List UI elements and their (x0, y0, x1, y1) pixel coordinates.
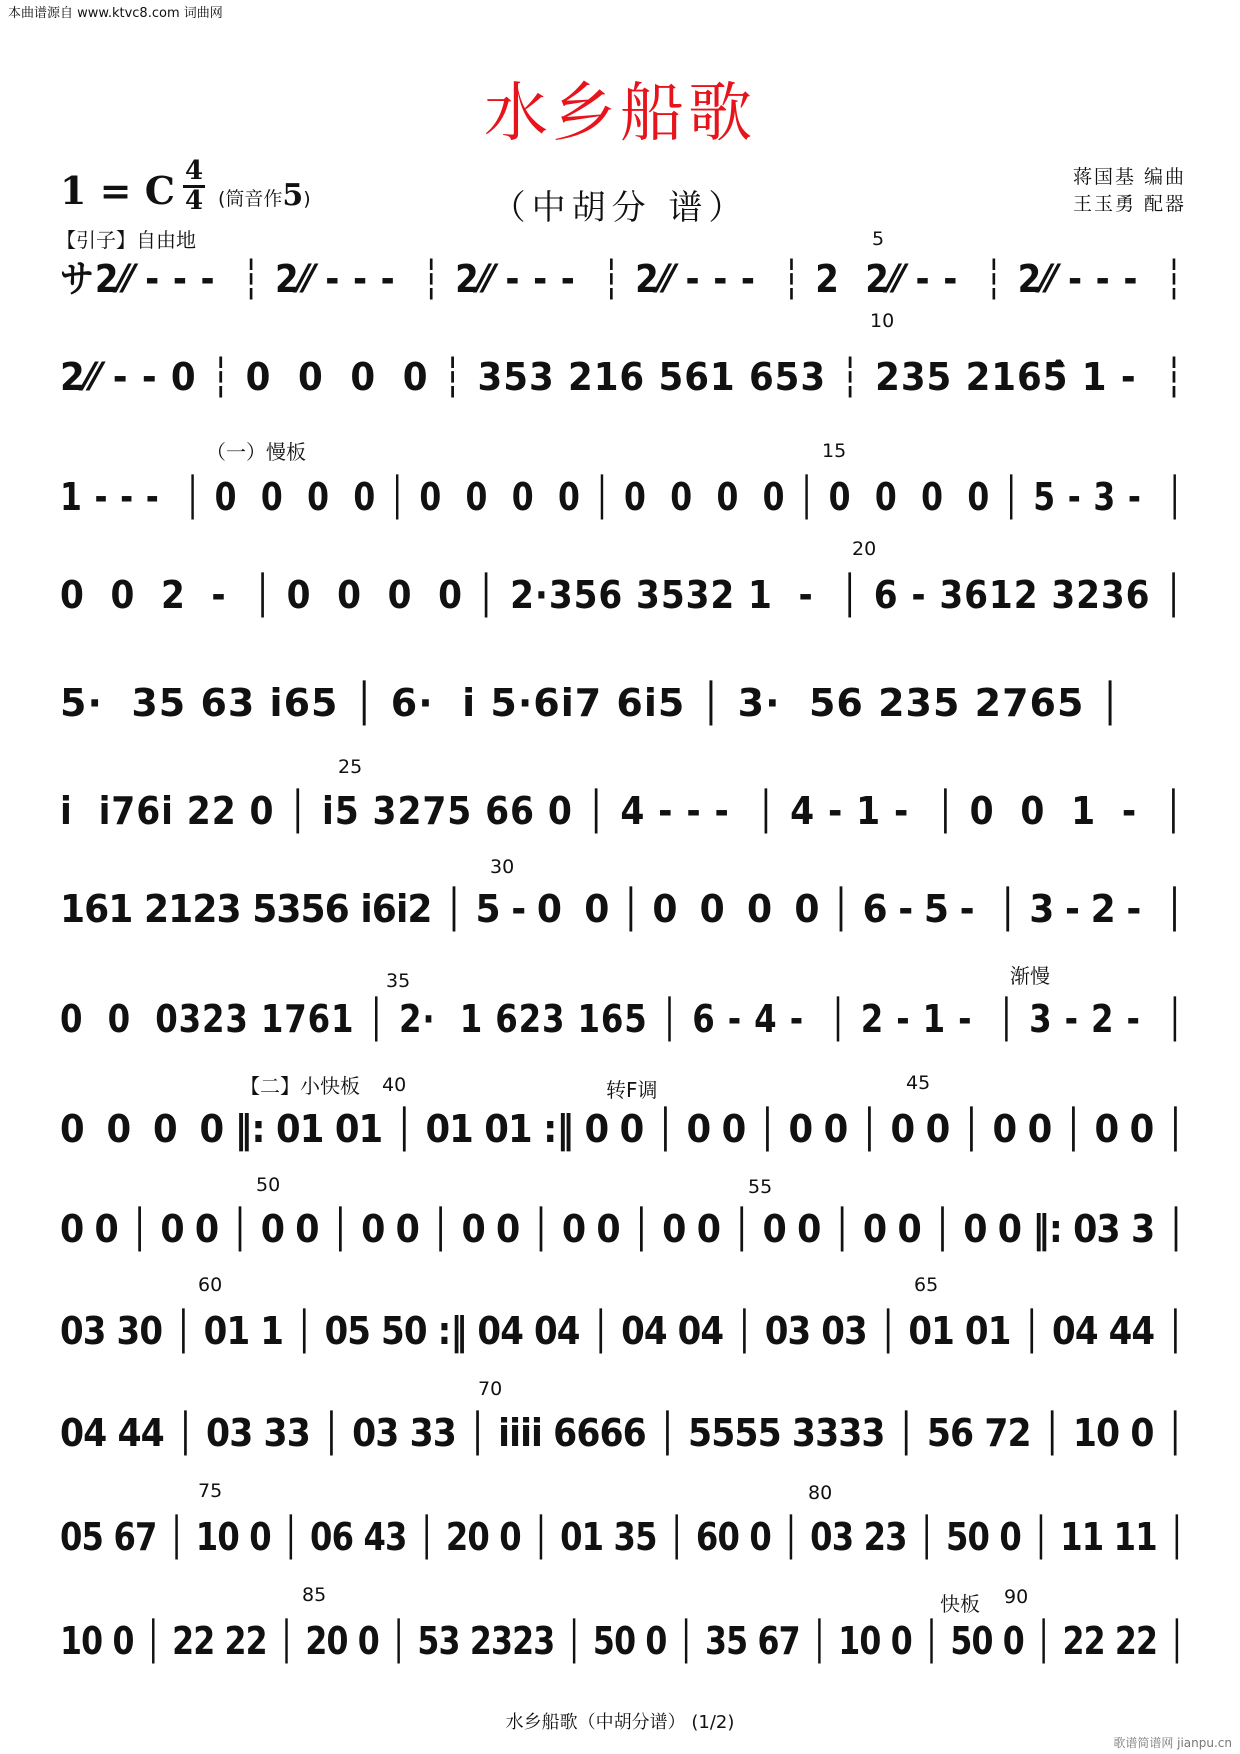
section-2-label: 【二】小快板 (240, 1074, 360, 1098)
rit-label: 渐慢 (1010, 964, 1050, 988)
staff-row (52, 354, 1192, 424)
notation: 0 0 0 0 ‖: 01 01 │ 01 01 :‖ 0 0 │ 0 0 │ 0 0 │ 0 0 │ 0 0 │ 0 0 │ (60, 1107, 1186, 1151)
section-1-label: （一）慢板 (206, 440, 306, 464)
notation: 03 30 │ 01 1 │ 05 50 :‖ 04 04 │ 04 04 │ 03 03 │ 01 01 │ 04 44 │ (60, 1309, 1185, 1353)
measure-number: 85 (302, 1584, 327, 1606)
measure-number: 35 (386, 970, 411, 992)
measure-number: 65 (914, 1274, 939, 1296)
notation: i i76i 22 0 │ i5 3275 66 0 │ 4 - - - │ 4 - 1 - │ 0 0 1 - │ (60, 789, 1185, 833)
staff-row (52, 474, 1192, 544)
song-title: 水乡船歌 (484, 77, 756, 151)
measure-number: 25 (338, 756, 363, 778)
notation: 5· 35 63 i65 │ 6· i 5·6i7 6i5 │ 3· 56 235 2765 │ (60, 681, 1123, 725)
staff-row (52, 788, 1192, 858)
staff-row (52, 1106, 1192, 1176)
notation: サ2⁄⁄ - - - ┆ 2⁄⁄ - - - ┆ 2⁄⁄ - - - ┆ 2⁄⁄ - - - ┆ 2 2⁄⁄ - - ┆ 2⁄⁄ - - - ┆ (60, 257, 1186, 301)
measure-number: 20 (852, 538, 877, 560)
intro-label: 【引子】自由地 (56, 228, 196, 252)
page-footer: 水乡船歌（中胡分谱） (1/2) (505, 1712, 735, 1733)
notation: 2⁄⁄ - - 0 ┆ 0 0 0 0 ┆ 353 216 561 653 ┆ 235 2165̂ 1 - ┆ (60, 355, 1186, 399)
measure-number: 50 (256, 1174, 281, 1196)
tuning-pitch: 5 (282, 178, 304, 213)
staff-row (52, 256, 1192, 326)
staff-row (52, 680, 1192, 750)
arranger: 王玉勇 配器 (1072, 193, 1186, 215)
measure-number: 60 (198, 1274, 223, 1296)
measure-number: 70 (478, 1378, 503, 1400)
staff-row (52, 996, 1192, 1066)
measure-number: 55 (748, 1176, 773, 1198)
notation: 0 0 0323 1761 │ 2· 1 623 165 │ 6 - 4 - │ 2 - 1 - │ 3 - 2 - │ (60, 997, 1186, 1041)
staff-row (52, 572, 1192, 642)
staff-row (52, 1618, 1192, 1688)
notation: 1 - - - │ 0 0 0 0 │ 0 0 0 0 │ 0 0 0 0 │ 0 0 0 0 │ 5 - 3 - │ (60, 475, 1186, 519)
measure-number: 80 (808, 1482, 833, 1504)
notation: 10 0 │ 22 22 │ 20 0 │ 53 2323 │ 50 0 │ 35 67 │ 10 0 │ 50 0 │ 22 22 │ (60, 1619, 1186, 1663)
part-name: （中胡分 谱） (491, 188, 749, 228)
time-sig-top: 4 (184, 156, 204, 186)
measure-number: 45 (906, 1072, 931, 1094)
measure-number: 30 (490, 856, 515, 878)
source-note: 本曲谱源自 www.ktvc8.com 词曲网 (8, 6, 223, 21)
notation: 0 0 │ 0 0 │ 0 0 │ 0 0 │ 0 0 │ 0 0 │ 0 0 │ 0 0 │ 0 0 │ 0 0 ‖: 03 3 │ (60, 1207, 1186, 1251)
tuning-close: ) (303, 188, 311, 210)
composer: 蒋国基 编曲 (1072, 166, 1186, 188)
notation: 05 67 │ 10 0 │ 06 43 │ 20 0 │ 01 35 │ 60 0 │ 03 23 │ 50 0 │ 11 11 │ (60, 1515, 1186, 1559)
measure-number: 40 (382, 1074, 407, 1096)
staff-row (52, 1308, 1192, 1378)
measure-number: 90 (1004, 1586, 1029, 1608)
fast-label: 快板 (940, 1592, 980, 1616)
notation: 0 0 2 - │ 0 0 0 0 │ 2·356 3532 1 - │ 6 - 3612 3236 │ (60, 573, 1185, 617)
key-signature: 1 = C (60, 168, 175, 213)
staff-row (52, 1514, 1192, 1584)
notation: 161 2123 5356 i6i2 │ 5 - 0 0 │ 0 0 0 0 │ 6 - 5 - │ 3 - 2 - │ (60, 887, 1185, 931)
measure-number: 10 (870, 310, 895, 332)
credits (1073, 164, 1186, 218)
tuning-label: (筒音作 (218, 188, 283, 210)
measure-number: 5 (872, 228, 885, 250)
staff-row (52, 1410, 1192, 1480)
measure-number: 75 (198, 1480, 223, 1502)
notation: 04 44 │ 03 33 │ 03 33 │ iiii 6666 │ 5555 3333 │ 56 72 │ 10 0 │ (60, 1411, 1185, 1455)
staff-row (52, 886, 1192, 956)
time-sig-bottom: 4 (184, 186, 204, 216)
watermark: 歌谱简谱网 jianpu.cn (1113, 1736, 1232, 1750)
modulation-label: 转F调 (606, 1078, 658, 1102)
staff-row (52, 1206, 1192, 1276)
measure-number: 15 (822, 440, 847, 462)
